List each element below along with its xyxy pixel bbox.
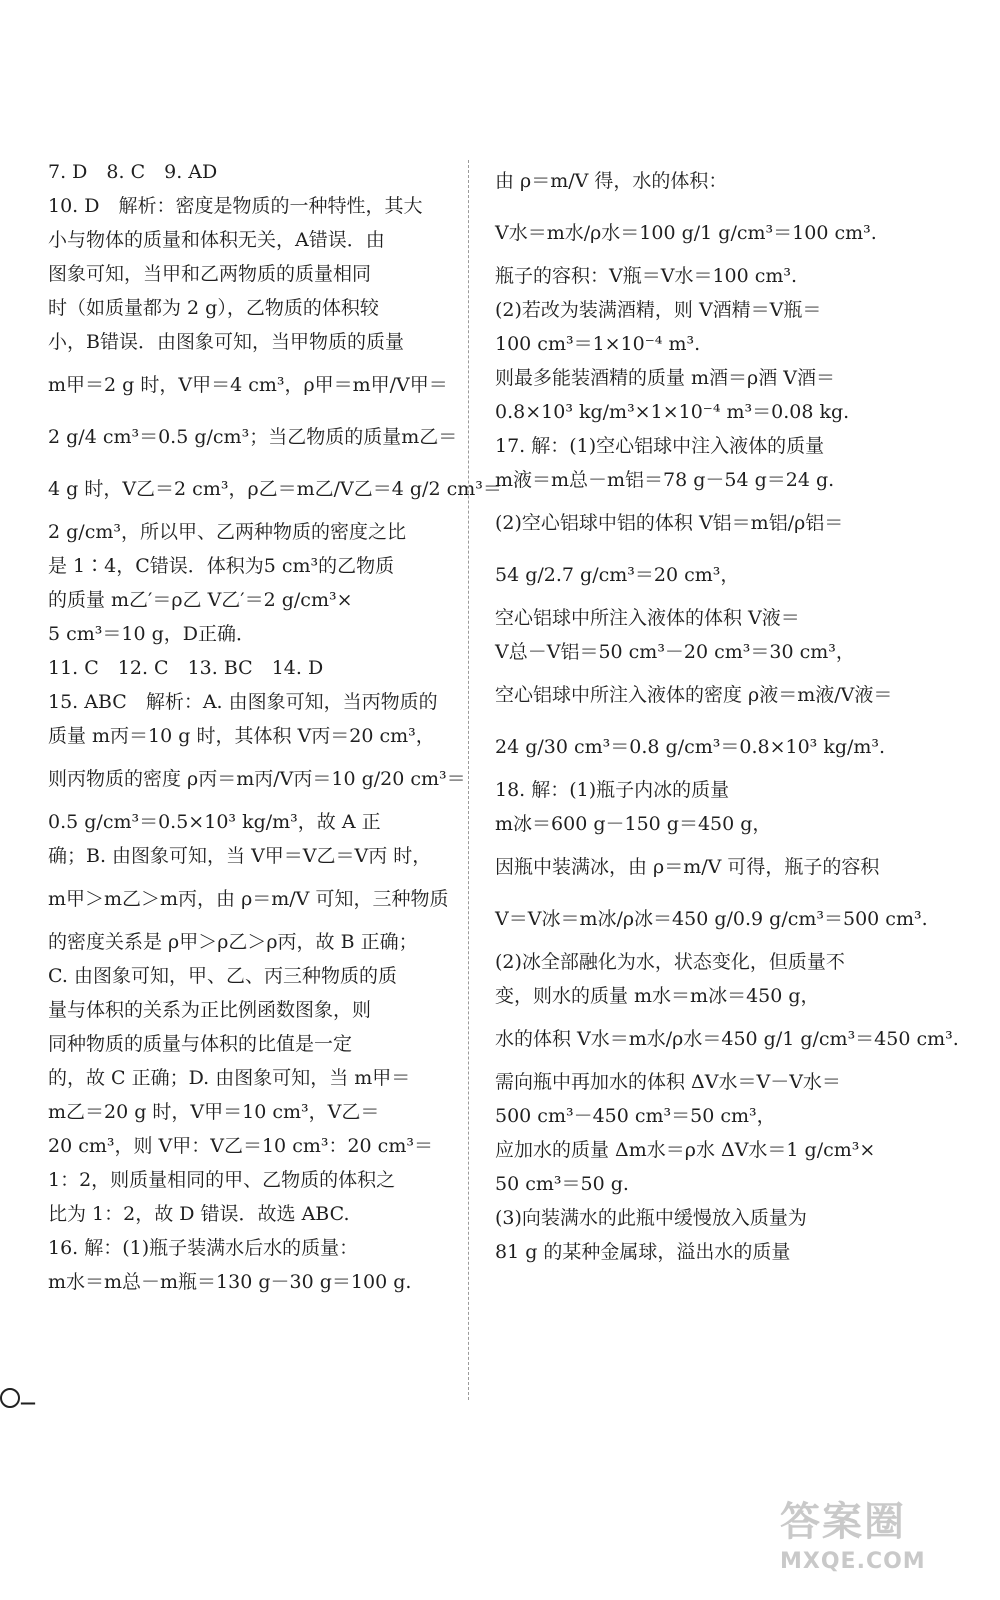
answer-line: 100 cm³＝1×10⁻⁴ m³. [495, 333, 701, 355]
answer-line: 81 g 的某种金属球，溢出水的质量 [495, 1241, 791, 1263]
answer-line: 7. D 8. C 9. AD [48, 161, 218, 183]
answer-line: 24 g/30 cm³＝0.8 g/cm³＝0.8×10³ kg/m³. [495, 736, 886, 758]
answer-line: m甲＝2 g 时，V甲＝4 cm³，ρ甲＝m甲/V甲＝ [48, 374, 448, 396]
answer-line: 小与物体的质量和体积无关，A错误．由 [48, 229, 385, 251]
answer-line: 4 g 时，V乙＝2 cm³，ρ乙＝m乙/V乙＝4 g/2 cm³＝ [48, 478, 502, 500]
answer-line: 是 1∶4，C错误．体积为5 cm³的乙物质 [48, 555, 395, 577]
answer-line: 1：2，则质量相同的甲、乙物质的体积之 [48, 1169, 396, 1191]
watermark [780, 1490, 980, 1590]
watermark-url: MXQE.COM [780, 1549, 926, 1574]
answer-line: 则丙物质的密度 ρ丙＝m丙/V丙＝10 g/20 cm³＝ [48, 768, 466, 790]
answer-line: m液＝m总－m铝＝78 g－54 g＝24 g. [495, 469, 835, 491]
answer-line: 50 cm³＝50 g. [495, 1173, 629, 1195]
answer-line: 2 g/4 cm³＝0.5 g/cm³；当乙物质的质量m乙＝ [48, 426, 458, 448]
answer-line: (3)向装满水的此瓶中缓慢放入质量为 [495, 1207, 807, 1229]
answer-line: 瓶子的容积：V瓶＝V水＝100 cm³. [495, 265, 798, 287]
answer-line: V水＝m水/ρ水＝100 g/1 g/cm³＝100 cm³. [495, 222, 877, 244]
answer-line: 18. 解：(1)瓶子内冰的质量 [495, 779, 730, 801]
answer-line: m水＝m总－m瓶＝130 g－30 g＝100 g. [48, 1271, 412, 1293]
answer-line: 则最多能装酒精的质量 m酒＝ρ酒 V酒＝ [495, 367, 835, 389]
column-divider [468, 160, 469, 1400]
right-column [495, 155, 959, 1269]
answer-line: 确；B. 由图象可知，当 V甲＝V乙＝V丙 时， [48, 845, 432, 867]
answer-line: 应加水的质量 Δm水＝ρ水 ΔV水＝1 g/cm³× [495, 1139, 876, 1161]
answer-line: 空心铝球中所注入液体的密度 ρ液＝m液/V液＝ [495, 684, 893, 706]
answer-line: 11. C 12. C 13. BC 14. D [48, 657, 324, 679]
left-column [48, 155, 502, 1299]
answer-line: 空心铝球中所注入液体的体积 V液＝ [495, 607, 800, 629]
answer-line: 水的体积 V水＝m水/ρ水＝450 g/1 g/cm³＝450 cm³. [495, 1028, 959, 1050]
answer-line: 15. ABC 解析：A. 由图象可知，当丙物质的 [48, 691, 438, 713]
answer-line: 因瓶中装满冰，由 ρ＝m/V 可得，瓶子的容积 [495, 856, 880, 878]
answer-line: 的，故 C 正确；D. 由图象可知，当 m甲＝ [48, 1067, 411, 1089]
answer-line: (2)空心铝球中铝的体积 V铝＝m铝/ρ铝＝ [495, 512, 844, 534]
answer-line: 由 ρ＝m/V 得，水的体积： [495, 170, 728, 192]
answer-line: 16. 解：(1)瓶子装满水后水的质量： [48, 1237, 359, 1259]
answer-line: V总－V铝＝50 cm³－20 cm³＝30 cm³， [495, 641, 855, 663]
answer-line: 2 g/cm³，所以甲、乙两种物质的密度之比 [48, 521, 406, 543]
answer-line: 图象可知，当甲和乙两物质的质量相同 [48, 263, 372, 285]
answer-line: V＝V冰＝m冰/ρ冰＝450 g/0.9 g/cm³＝500 cm³. [495, 908, 928, 930]
answer-line: 0.8×10³ kg/m³×1×10⁻⁴ m³＝0.08 kg. [495, 401, 850, 423]
circle-icon [0, 1388, 20, 1408]
answer-line: 量与体积的关系为正比例函数图象，则 [48, 999, 372, 1021]
answer-line: C. 由图象可知，甲、乙、丙三种物质的质 [48, 965, 397, 987]
answer-line: 质量 m丙＝10 g 时，其体积 V丙＝20 cm³， [48, 725, 435, 747]
answer-line: 的质量 m乙′＝ρ乙 V乙′＝2 g/cm³× [48, 589, 353, 611]
answer-line: 小，B错误．由图象可知，当甲物质的质量 [48, 331, 404, 353]
answer-line: 变，则水的质量 m水＝m冰＝450 g， [495, 985, 820, 1007]
answer-line: 5 cm³＝10 g，D正确． [48, 623, 256, 645]
answer-line: 同种物质的质量与体积的比值是一定 [48, 1033, 353, 1055]
answer-line: 10. D 解析：密度是物质的一种特性，其大 [48, 195, 423, 217]
answer-line: 需向瓶中再加水的体积 ΔV水＝V－V水＝ [495, 1071, 841, 1093]
answer-line: 时（如质量都为 2 g），乙物质的体积较 [48, 297, 379, 319]
answer-line: (2)冰全部融化为水，状态变化，但质量不 [495, 951, 845, 973]
answer-line: 500 cm³－450 cm³＝50 cm³， [495, 1105, 776, 1127]
answer-line: 的密度关系是 ρ甲＞ρ乙＞ρ丙，故 B 正确； [48, 931, 418, 953]
answer-line: 比为 1：2，故 D 错误．故选 ABC. [48, 1203, 350, 1225]
page-number-mark: — [0, 1388, 36, 1412]
answer-line: (2)若改为装满酒精，则 V酒精＝V瓶＝ [495, 299, 822, 321]
answer-line: 54 g/2.7 g/cm³＝20 cm³， [495, 564, 740, 586]
answer-line: m甲＞m乙＞m丙，由 ρ＝m/V 可知，三种物质 [48, 888, 449, 910]
answer-line: 17. 解：(1)空心铝球中注入液体的质量 [495, 435, 825, 457]
answer-line: 20 cm³，则 V甲：V乙＝10 cm³：20 cm³＝ [48, 1135, 433, 1157]
answer-line: m冰＝600 g－150 g＝450 g， [495, 813, 772, 835]
answer-line: 0.5 g/cm³＝0.5×10³ kg/m³，故 A 正 [48, 811, 381, 833]
answer-line: m乙＝20 g 时，V甲＝10 cm³，V乙＝ [48, 1101, 380, 1123]
watermark-logo: 答案圈 [780, 1499, 906, 1545]
